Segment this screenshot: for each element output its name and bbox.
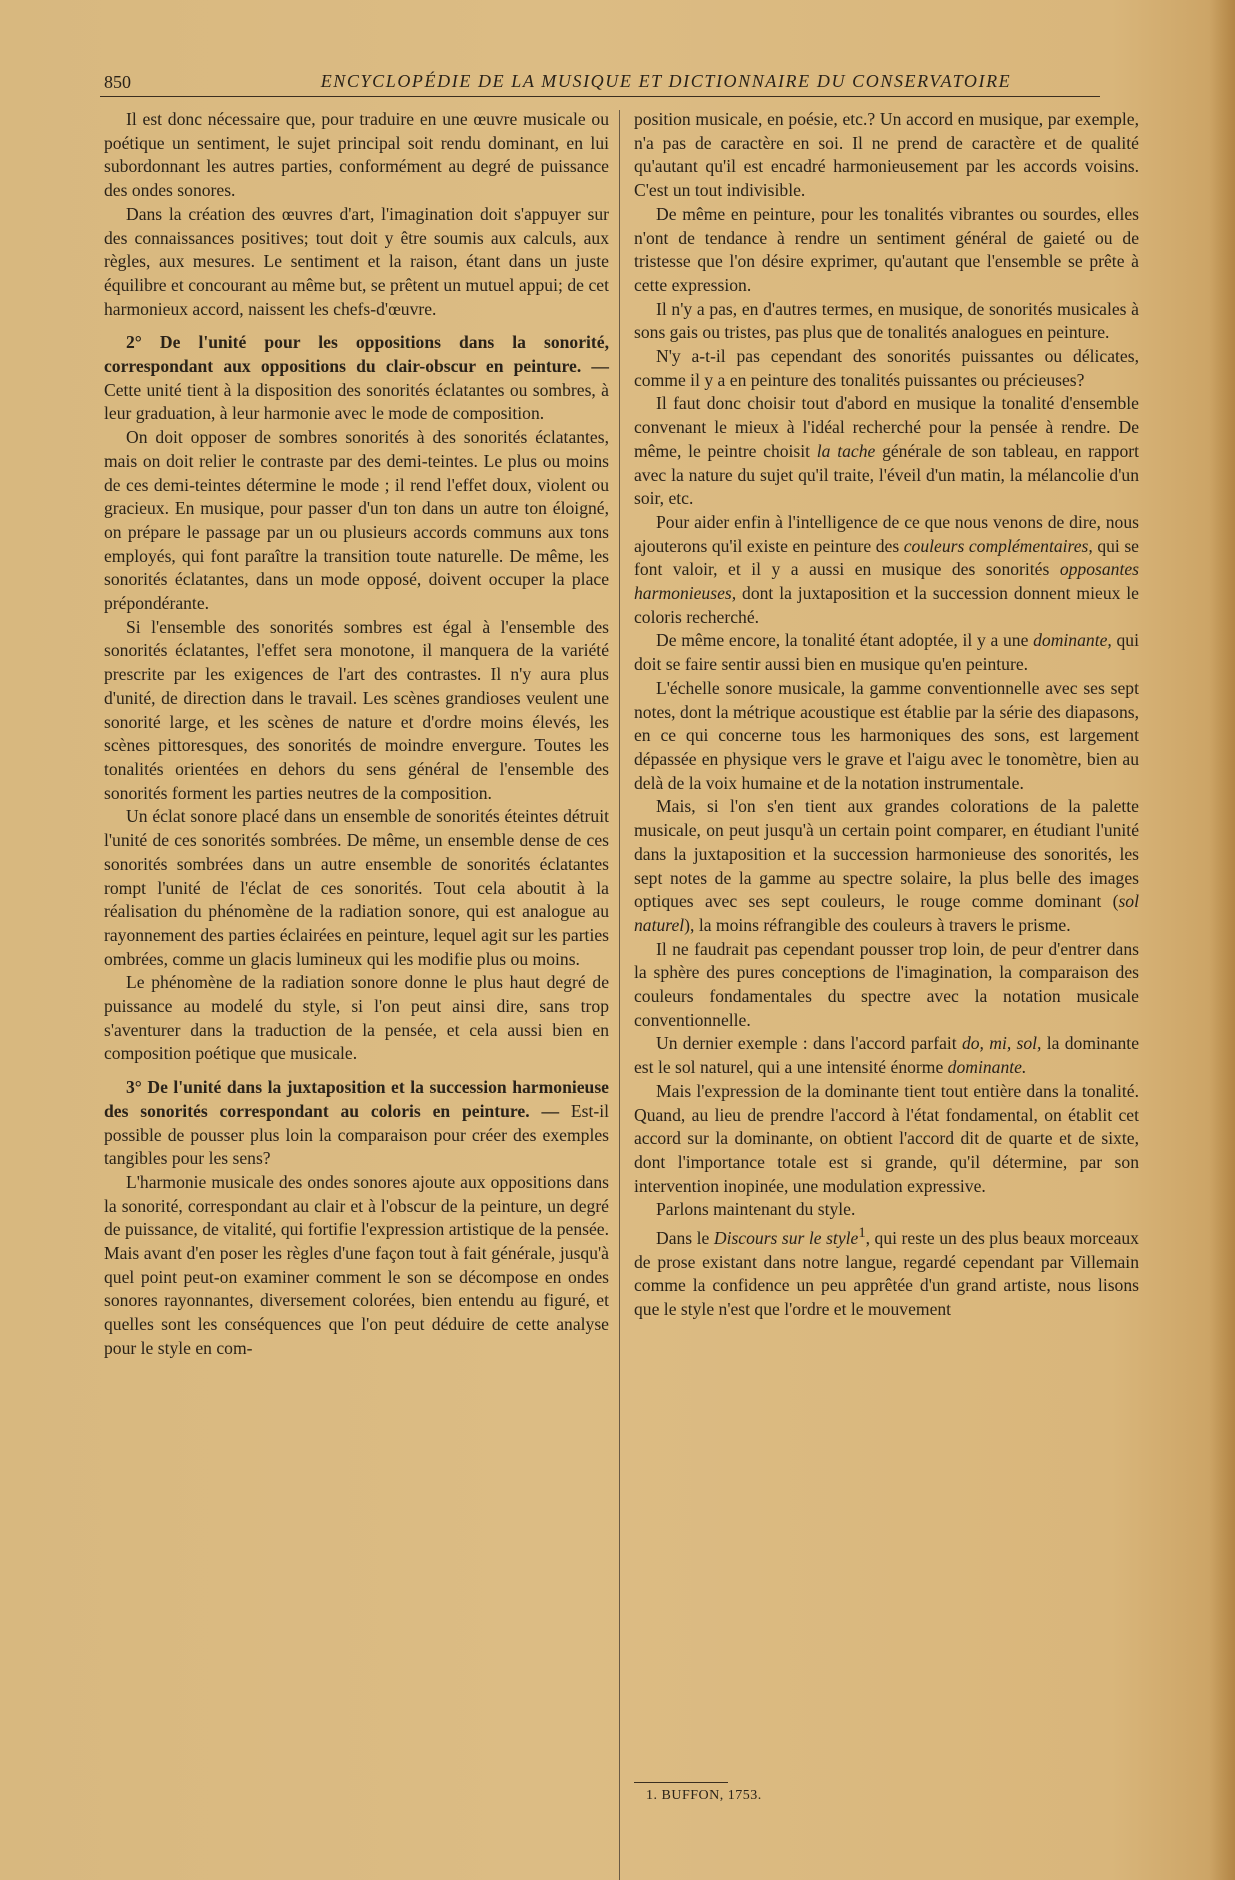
section-text: Est-il possible de pousser plus loin la comparaison pour créer des exemples tangibles pour les sens? — [104, 1100, 609, 1169]
paragraph: L'échelle sonore musicale, la gamme conventionnelle avec ses sept notes, dont la métrique acoustique est établie par la série des diapasons, en ce qui concerne tous les harmoniques des sons, est largement dépassée en physique vers le grave et l'aigu avec le tonomètre, bien au delà de la voix humaine et de la notation instrumentale. — [634, 677, 1139, 793]
left-column — [104, 108, 609, 1361]
paragraph: Il est donc nécessaire que, pour traduire en une œuvre musicale ou poétique un sentiment, le sujet principal soit rendu dominant, en lui subordonnant les autres parties, conformément au degré de puissance des ondes sonores. — [104, 109, 609, 201]
text-run: De même encore, la tonalité étant adoptée, il y a une — [656, 630, 1034, 651]
footnote-rule — [634, 1782, 728, 1783]
text-run: Un dernier exemple : dans l'accord parfait — [656, 1033, 962, 1054]
text-run: , qui reste un des plus beaux morceaux de prose existant dans notre langue, regardé cependant par Villemain comme la confidence un peu apprêtée d'un grand artiste, nous lisons que le style n'est que l'ordre et le mouvement — [634, 1227, 1139, 1320]
footnote-ref[interactable]: 1 — [858, 1225, 866, 1242]
italic-run: Discours sur le style — [713, 1227, 859, 1248]
paragraph: Mais l'expression de la dominante tient tout entière dans la tonalité. Quand, au lieu de prendre l'accord à l'état fondamental, on établit cet accord sur la dominante, on obtient l'accord dit de quarte et de sixte, dont l'importance totale est si grande, qu'il détermine, par son intervention inopinée, une modulation expressive. — [634, 1080, 1139, 1196]
paragraph — [634, 1222, 1139, 1322]
paragraph — [634, 629, 1139, 676]
section-3 — [104, 1076, 609, 1171]
page-number: 850 — [104, 72, 131, 92]
footnote: 1. BUFFON, 1753. — [646, 1788, 762, 1803]
paragraph: Si l'ensemble des sonorités sombres est égal à l'ensemble des sonorités éclatantes, l'effet sera monotone, il manquera de la variété prescrite par les exigences de l'art des contrastes. Il n'y aura plus d'unité, de direction dans le travail. Les scènes grandioses veulent une sonorité large, et les scènes de nature et d'ordre moins élevés, les scènes pittoresques, des sonorités de moindre envergure. Toutes les tonalités orientées en dehors du sens général de l'ensemble des sonorités forment les parties neutres de la composition. — [104, 616, 609, 803]
text-run: Mais, si l'on s'en tient aux grandes colorations de la palette musicale, on peut jusqu'à un certain point comparer, en étudiant l'unité dans la juxtaposition et la succession harmonieuse des sonorités, les sept notes de la gamme au spectre solaire, la plus belle des images optiques avec ses sept couleurs, le rouge comme dominant ( — [634, 796, 1139, 912]
page-edge-shadow — [1209, 0, 1235, 1880]
paragraph — [634, 392, 1139, 511]
text-run: ), la moins réfrangible des couleurs à travers le prisme. — [684, 914, 1071, 935]
paragraph: N'y a-t-il pas cependant des sonorités puissantes ou délicates, comme il y a en peinture des tonalités puissantes ou précieuses? — [634, 346, 1139, 390]
italic-run: do, mi, sol, — [961, 1033, 1042, 1054]
running-title: ENCYCLOPÉDIE DE LA MUSIQUE ET DICTIONNAIRE DU CONSERVATOIRE — [320, 71, 1012, 91]
paragraph: De même en peinture, pour les tonalités vibrantes ou sourdes, elles n'ont de tendance à rendre un sentiment général de gaieté ou de tristesse que l'on désire exprimer, qu'autant que l'ensemble se prête à cette expression. — [634, 203, 1139, 295]
paragraph: L'harmonie musicale des ondes sonores ajoute aux oppositions dans la sonorité, correspondant au clair et à l'obscur de la peinture, un degré de puissance, de vitalité, qui fortifie l'expression artistique de la pensée. Mais avant d'en poser les règles d'une façon tout à fait générale, jusqu'à quel point peut-on examiner comment le son se décompose en ondes sonores rayonnantes, diversement colorées, bien entendu au figuré, et quelles sont les conséquences que l'on peut déduire de cette analyse pour le style en com- — [104, 1171, 609, 1358]
section-heading: 3° De l'unité dans la juxtaposition et la succession harmonieuse des sonorités correspondant au coloris en peinture. — — [104, 1077, 609, 1121]
text-run: Pour aider enfin à l'intelligence de ce que nous venons de dire, nous ajouterons qu'il existe en peinture des — [634, 511, 1139, 556]
text-run: la dominante est le sol naturel, qui a une intensité énorme — [634, 1033, 1140, 1078]
page-header — [100, 70, 1100, 97]
italic-run: sol naturel — [634, 891, 1139, 935]
section-heading: 2° De l'unité pour les oppositions dans la sonorité, correspondant aux oppositions du clair-obscur en peinture. — — [104, 332, 609, 377]
text-run: générale de son tableau, en rapport avec la nature du sujet qu'il traite, l'éveil d'un matin, la mélancolie d'un soir, etc. — [634, 440, 1139, 509]
text-run: Dans le — [656, 1227, 714, 1248]
text-run: Il faut donc choisir tout d'abord en musique la tonalité d'ensemble convenant le mieux à l'idéal recherché pour la pensée à rendre. De même, le peintre choisit — [634, 393, 1139, 461]
column-divider — [619, 110, 620, 1880]
section-2 — [104, 331, 609, 426]
section-text: Cette unité tient à la disposition des sonorités éclatantes ou sombres, à leur graduation, à leur harmonie avec le mode de composition. — [104, 379, 609, 424]
paragraph — [634, 511, 1139, 630]
text-run: dont la juxtaposition et la succession donnent mieux le coloris recherché. — [634, 583, 1139, 627]
paragraph: On doit opposer de sombres sonorités à des sonorités éclatantes, mais on doit relier le contraste par des demi-teintes. Le plus ou moins de ces demi-teintes détermine le mode ; il rend l'effet doux, violent ou gracieux. En musique, pour passer d'un ton dans un autre ton éloigné, on prépare le passage par un ou plusieurs accords communs aux tons employés, qui font paraître la transition toute naturelle. De même, les sonorités éclatantes, dans un mode opposé, doivent occuper la place prépondérante. — [104, 427, 609, 614]
right-column — [634, 108, 1139, 1322]
italic-run: dominante, — [1033, 630, 1112, 651]
italic-run: couleurs complémentaires, — [903, 535, 1093, 556]
paragraph: position musicale, en poésie, etc.? Un accord en musique, par exemple, n'a pas de caractère en soi. Il ne prend de caractère et de qualité qu'autant qu'il est encadré harmonieusement par les accords voisins. C'est un tout indivisible. — [634, 109, 1139, 201]
text-run: qui doit se faire sentir aussi bien en musique qu'en peinture. — [634, 630, 1139, 675]
paragraph — [634, 1032, 1139, 1079]
paragraph: Parlons maintenant du style. — [656, 1199, 856, 1220]
italic-run: dominante. — [947, 1057, 1027, 1078]
paragraph: Il ne faudrait pas cependant pousser trop loin, de peur d'entrer dans la sphère des pures conceptions de l'imagination, la comparaison des couleurs fondamentales du spectre avec la notation musicale conventionnelle. — [634, 938, 1139, 1030]
paragraph: Un éclat sonore placé dans un ensemble de sonorités éteintes détruit l'unité de ces sonorités sombrées. De même, un ensemble dense de ces sonorités sombrées dans un autre ensemble de sonorités éclatantes rompt l'unité de l'éclat de ces sonorités. Tout cela aboutit à la réalisation du phénomène de la radiation sonore, qui est analogue au rayonnement des parties éclairées en peinture, lequel agit sur les parties ombrées, comme un glacis lumineux qui les modifie plus ou moins. — [104, 806, 609, 969]
text-run: qui se font valoir, et il y a aussi en musique des sonorités — [634, 535, 1139, 580]
paragraph: Il n'y a pas, en d'autres termes, en musique, de sonorités musicales à sons gais ou tristes, pas plus que de tonalités analogues en peinture. — [634, 298, 1139, 343]
italic-run: la tache — [816, 440, 876, 461]
paragraph: Dans la création des œuvres d'art, l'imagination doit s'appuyer sur des connaissances positives; tout doit y être soumis aux calculs, aux règles, aux mesures. Le sentiment et la raison, étant dans un juste équilibre et concourant au même but, se prêtent un mutuel appui; de cet harmonieux accord, naissent les chefs-d'œuvre. — [104, 203, 609, 319]
paragraph — [634, 795, 1139, 937]
paragraph: Le phénomène de la radiation sonore donne le plus haut degré de puissance au modelé du style, si l'on peut ainsi dire, sans trop s'aventurer dans la traduction de la pensée, et cela aussi bien en composition poétique que musicale. — [104, 972, 609, 1064]
italic-run: opposantes harmonieuses, — [634, 559, 1139, 604]
